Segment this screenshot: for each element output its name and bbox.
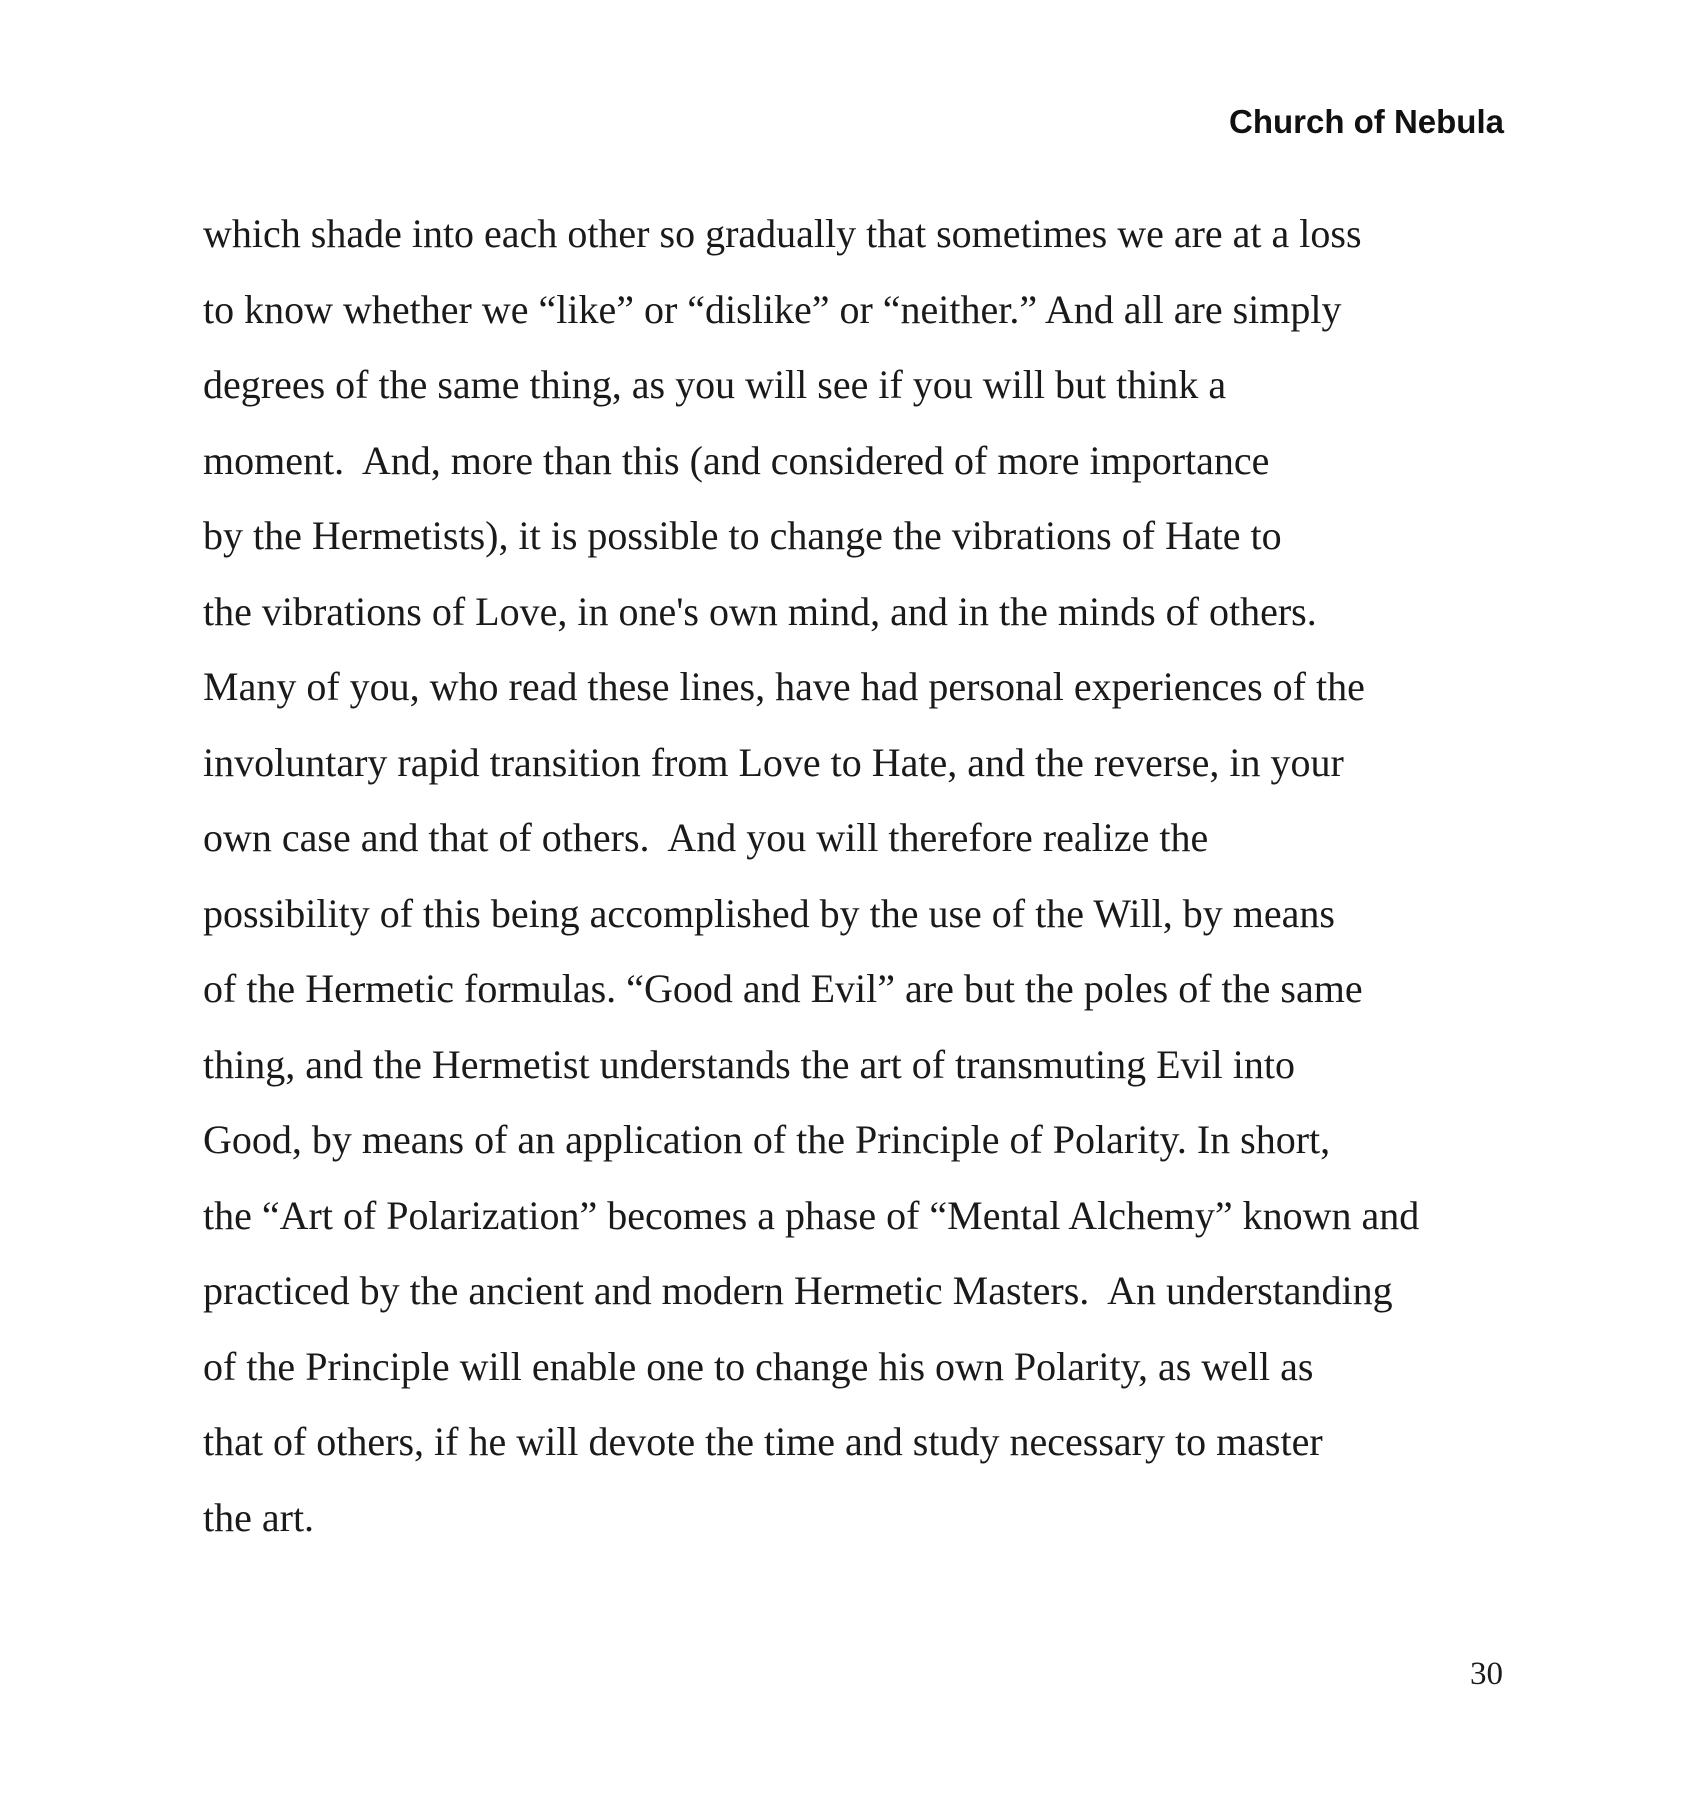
- text-line: that of others, if he will devote the time and study necessary to master: [203, 1419, 1323, 1464]
- body-paragraph: [203, 196, 1543, 1555]
- text-line: practiced by the ancient and modern Hermetic Masters. An understanding: [203, 1268, 1393, 1313]
- text-line: moment. And, more than this (and considered of more importance: [203, 437, 1270, 483]
- text-line: own case and that of others. And you will therefore realize the: [203, 815, 1209, 860]
- text-line: the art.: [203, 1494, 315, 1540]
- text-line: which shade into each other so gradually that sometimes we are at a loss: [203, 211, 1362, 256]
- text-line: of the Hermetic formulas. “Good and Evil” are but the poles of the same: [203, 966, 1363, 1011]
- text-line: Good, by means of an application of the Principle of Polarity. In short,: [203, 1117, 1331, 1162]
- running-header-title: Church of Nebula: [1228, 103, 1504, 140]
- text-line: the “Art of Polarization” becomes a phase of “Mental Alchemy” known and: [203, 1192, 1420, 1238]
- text-line: Many of you, who read these lines, have had personal experiences of the: [203, 664, 1365, 709]
- text-line: of the Principle will enable one to change his own Polarity, as well as: [203, 1343, 1314, 1389]
- text-line: thing, and the Hermetist understands the art of transmuting Evil into: [203, 1041, 1296, 1087]
- text-line: the vibrations of Love, in one's own mind, and in the minds of others.: [203, 588, 1317, 634]
- text-line: possibility of this being accomplished by the use of the Will, by means: [203, 890, 1335, 936]
- text-line: degrees of the same thing, as you will see if you will but think a: [203, 362, 1227, 407]
- text-line: involuntary rapid transition from Love to Hate, and the reverse, in your: [203, 739, 1344, 785]
- text-line: to know whether we “like” or “dislike” or “neither.” And all are simply: [203, 286, 1342, 332]
- text-line: by the Hermetists), it is possible to change the vibrations of Hate to: [203, 513, 1282, 558]
- page-number: 30: [1470, 1656, 1503, 1692]
